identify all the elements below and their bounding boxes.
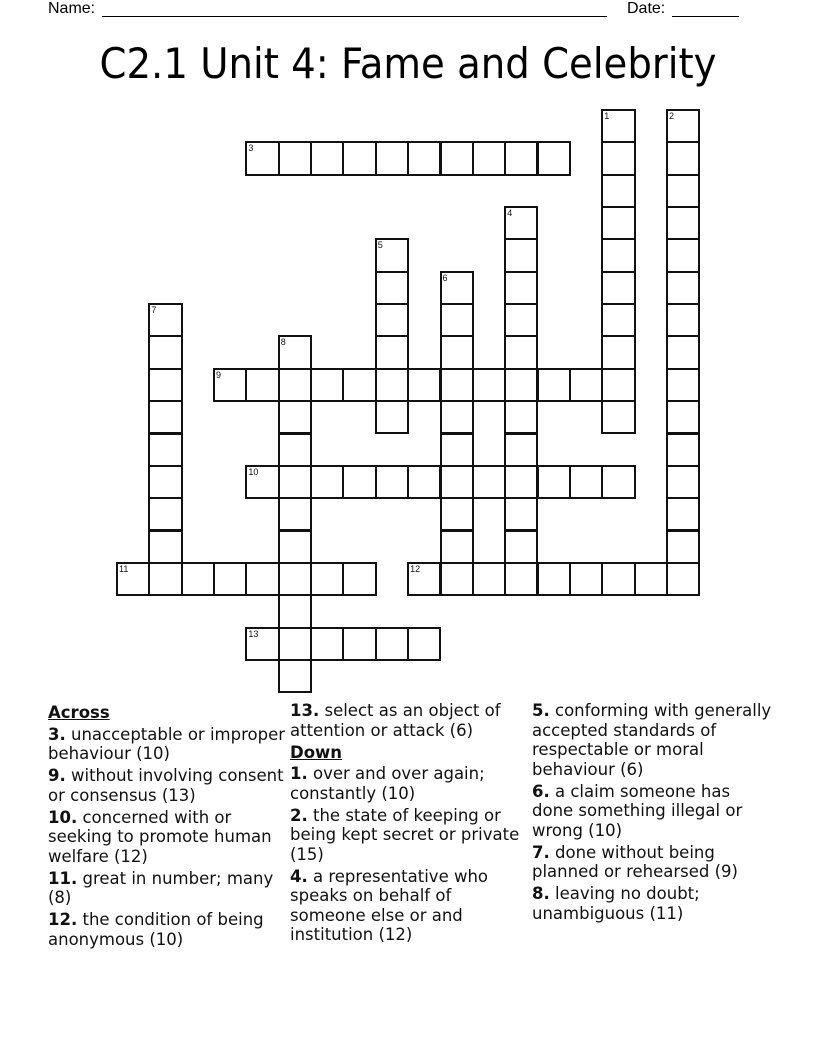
crossword-cell[interactable] [342, 627, 376, 661]
crossword-cell[interactable] [245, 627, 279, 661]
cell-number: 12 [410, 563, 421, 574]
clue-text: great in number; many (8) [48, 868, 274, 907]
crossword-cell[interactable] [569, 562, 603, 596]
clues-column-1 [48, 701, 288, 952]
crossword-cell[interactable] [569, 368, 603, 402]
crossword-cell[interactable] [278, 368, 312, 402]
clue-across-9 [48, 766, 288, 805]
crossword-cell[interactable] [601, 400, 635, 434]
crossword-cell[interactable] [472, 465, 506, 499]
clue-down-6 [532, 782, 772, 841]
cell-number: 11 [119, 563, 129, 574]
clue-text: leaving no doubt; unambiguous (11) [532, 884, 700, 923]
crossword-cell[interactable] [504, 141, 538, 175]
crossword-cell[interactable] [148, 465, 182, 499]
crossword-cell[interactable] [116, 562, 150, 596]
crossword-cell[interactable] [440, 400, 474, 434]
crossword-cell[interactable] [666, 368, 700, 402]
crossword-cell[interactable] [278, 530, 312, 564]
crossword-cell[interactable] [342, 465, 376, 499]
crossword-cell[interactable] [148, 433, 182, 467]
crossword-cell[interactable] [601, 465, 635, 499]
clue-down-7 [532, 843, 772, 882]
crossword-cell[interactable] [375, 368, 409, 402]
clue-down-5 [532, 701, 772, 779]
clue-number: 6. [532, 781, 550, 801]
crossword-cell[interactable] [440, 368, 474, 402]
crossword-cell[interactable] [601, 141, 635, 175]
crossword-cell[interactable] [342, 368, 376, 402]
clue-text: a claim someone has done something illegal or wrong (10) [532, 781, 743, 840]
crossword-cell[interactable] [537, 141, 571, 175]
crossword-cell[interactable] [666, 400, 700, 434]
crossword-cell[interactable] [601, 303, 635, 337]
crossword-cell[interactable] [278, 594, 312, 628]
clue-across-13 [290, 701, 530, 740]
crossword-cell[interactable] [148, 497, 182, 531]
crossword-cell[interactable] [666, 109, 700, 143]
crossword-cell[interactable] [213, 368, 247, 402]
crossword-cell[interactable] [537, 562, 571, 596]
cell-number: 4 [507, 208, 513, 219]
date-label: Date: [627, 0, 666, 17]
crossword-cell[interactable] [440, 433, 474, 467]
clues-column-3 [532, 701, 772, 926]
cell-number: 1 [604, 111, 610, 121]
cell-number: 13 [248, 628, 259, 639]
crossword-cell[interactable] [181, 562, 215, 596]
page-title: C2.1 Unit 4: Fame and Celebrity [99, 39, 717, 88]
clue-number: 4. [290, 866, 308, 886]
crossword-cell[interactable] [504, 400, 538, 434]
clue-across-11 [48, 869, 288, 908]
crossword-cell[interactable] [440, 141, 474, 175]
clue-text: over and over again; constantly (10) [290, 764, 485, 803]
crossword-cell[interactable] [278, 627, 312, 661]
crossword-cell[interactable] [407, 465, 441, 499]
crossword-cell[interactable] [666, 271, 700, 305]
crossword-cell[interactable] [504, 562, 538, 596]
cell-number: 5 [377, 240, 383, 251]
crossword-cell[interactable] [310, 562, 344, 596]
crossword-cell[interactable] [666, 141, 700, 175]
crossword-cell[interactable] [504, 368, 538, 402]
crossword-cell[interactable] [148, 335, 182, 369]
crossword-cell[interactable] [569, 465, 603, 499]
crossword-cell[interactable] [278, 141, 312, 175]
clues-column-2 [290, 701, 530, 947]
crossword-cell[interactable] [148, 368, 182, 402]
clue-number: 5. [532, 701, 550, 720]
crossword-cell[interactable] [278, 433, 312, 467]
crossword-cell[interactable] [634, 562, 668, 596]
crossword-cell[interactable] [601, 335, 635, 369]
clue-number: 12. [48, 910, 78, 929]
crossword-cell[interactable] [537, 465, 571, 499]
crossword-cell[interactable] [148, 400, 182, 434]
clue-down-4 [290, 867, 530, 945]
crossword-cell[interactable] [375, 271, 409, 305]
crossword-cell[interactable] [213, 562, 247, 596]
crossword-cell[interactable] [375, 465, 409, 499]
crossword-cell[interactable] [245, 141, 279, 175]
cell-number: 10 [248, 466, 259, 477]
crossword-cell[interactable] [666, 335, 700, 369]
clue-number: 11. [48, 868, 78, 888]
crossword-cell[interactable] [278, 465, 312, 499]
clue-number: 3. [48, 724, 66, 744]
crossword-cell[interactable] [245, 562, 279, 596]
crossword-cell[interactable] [278, 562, 312, 596]
clue-text: the state of keeping or being kept secret or private (15) [290, 805, 520, 864]
cell-number: 2 [668, 111, 674, 121]
crossword-cell[interactable] [601, 206, 635, 240]
crossword-cell[interactable] [407, 562, 441, 596]
crossword-cell[interactable] [666, 206, 700, 240]
crossword-cell[interactable] [310, 465, 344, 499]
clue-down-2 [290, 806, 530, 865]
crossword-cell[interactable] [148, 562, 182, 596]
crossword-cell[interactable] [504, 530, 538, 564]
crossword-cell[interactable] [504, 433, 538, 467]
crossword-cell[interactable] [375, 238, 409, 272]
clue-number: 7. [532, 842, 550, 862]
crossword-cell[interactable] [278, 335, 312, 369]
crossword-cell[interactable] [504, 497, 538, 531]
clue-number: 13. [290, 701, 320, 720]
crossword-cell[interactable] [310, 141, 344, 175]
crossword-cell[interactable] [310, 627, 344, 661]
crossword-cell[interactable] [601, 238, 635, 272]
clue-number: 9. [48, 766, 66, 785]
clue-number: 8. [532, 884, 550, 903]
crossword-cell[interactable] [504, 238, 538, 272]
clue-number: 10. [48, 807, 78, 827]
crossword-cell[interactable] [472, 562, 506, 596]
clue-across-3 [48, 725, 288, 764]
crossword-cell[interactable] [440, 497, 474, 531]
crossword-cell[interactable] [440, 271, 474, 305]
crossword-cell[interactable] [278, 497, 312, 531]
crossword-cell[interactable] [537, 368, 571, 402]
cell-number: 7 [151, 305, 157, 316]
crossword-cell[interactable] [504, 271, 538, 305]
crossword-cell[interactable] [407, 627, 441, 661]
crossword-cell[interactable] [407, 368, 441, 402]
crossword-cell[interactable] [472, 368, 506, 402]
crossword-cell[interactable] [601, 368, 635, 402]
clue-down-1 [290, 764, 530, 803]
crossword-cell[interactable] [666, 562, 700, 596]
crossword-cell[interactable] [245, 465, 279, 499]
crossword-cell[interactable] [504, 303, 538, 337]
crossword-cell[interactable] [148, 530, 182, 564]
crossword-cell[interactable] [504, 206, 538, 240]
crossword-cell[interactable] [375, 303, 409, 337]
across-heading: Across [48, 703, 110, 722]
crossword-cell[interactable] [342, 141, 376, 175]
crossword-cell[interactable] [375, 141, 409, 175]
clue-text: without involving consent or consensus (13) [48, 766, 284, 805]
crossword-cell[interactable] [310, 368, 344, 402]
crossword-cell[interactable] [666, 497, 700, 531]
clue-text: done without being planned or rehearsed (9) [532, 842, 738, 881]
crossword-cell[interactable] [440, 530, 474, 564]
clue-across-10 [48, 808, 288, 867]
clue-text: concerned with or seeking to promote human welfare (12) [48, 807, 272, 866]
crossword-cell[interactable] [278, 400, 312, 434]
clue-text: unacceptable or improper behaviour (10) [48, 724, 286, 763]
crossword-cell[interactable] [666, 174, 700, 208]
clue-text: conforming with generally accepted standards of respectable or moral behaviour (6) [532, 701, 772, 779]
cell-number: 6 [442, 272, 448, 283]
clue-text: select as an object of attention or attack (6) [290, 701, 501, 740]
crossword-cell[interactable] [666, 238, 700, 272]
crossword-cell[interactable] [601, 271, 635, 305]
crossword-cell[interactable] [440, 335, 474, 369]
crossword-cell[interactable] [504, 335, 538, 369]
crossword-cell[interactable] [245, 368, 279, 402]
crossword-cell[interactable] [440, 562, 474, 596]
crossword-cell[interactable] [601, 174, 635, 208]
crossword-cell[interactable] [472, 141, 506, 175]
crossword-cell[interactable] [601, 562, 635, 596]
clue-number: 1. [290, 764, 308, 783]
crossword-cell[interactable] [666, 530, 700, 564]
clue-text: a representative who speaks on behalf of someone else or and institution (12) [290, 866, 489, 944]
crossword-cell[interactable] [666, 465, 700, 499]
crossword-cell[interactable] [601, 109, 635, 143]
clue-across-12 [48, 910, 288, 949]
crossword-cell[interactable] [440, 303, 474, 337]
crossword-cell[interactable] [278, 659, 312, 693]
clue-down-8 [532, 884, 772, 923]
clue-text: the condition of being anonymous (10) [48, 910, 264, 949]
cell-number: 8 [280, 337, 286, 348]
down-heading: Down [290, 742, 343, 762]
clue-number: 2. [290, 805, 308, 825]
crossword-cell[interactable] [504, 465, 538, 499]
crossword-cell[interactable] [440, 465, 474, 499]
crossword-cell[interactable] [375, 335, 409, 369]
crossword-cell[interactable] [148, 303, 182, 337]
cell-number: 3 [248, 143, 254, 154]
crossword-cell[interactable] [666, 303, 700, 337]
name-label: Name: [48, 0, 96, 17]
crossword-cell[interactable] [375, 627, 409, 661]
crossword-cell[interactable] [375, 400, 409, 434]
cell-number: 9 [216, 369, 222, 380]
crossword-cell[interactable] [666, 433, 700, 467]
crossword-cell[interactable] [342, 562, 376, 596]
crossword-cell[interactable] [407, 141, 441, 175]
